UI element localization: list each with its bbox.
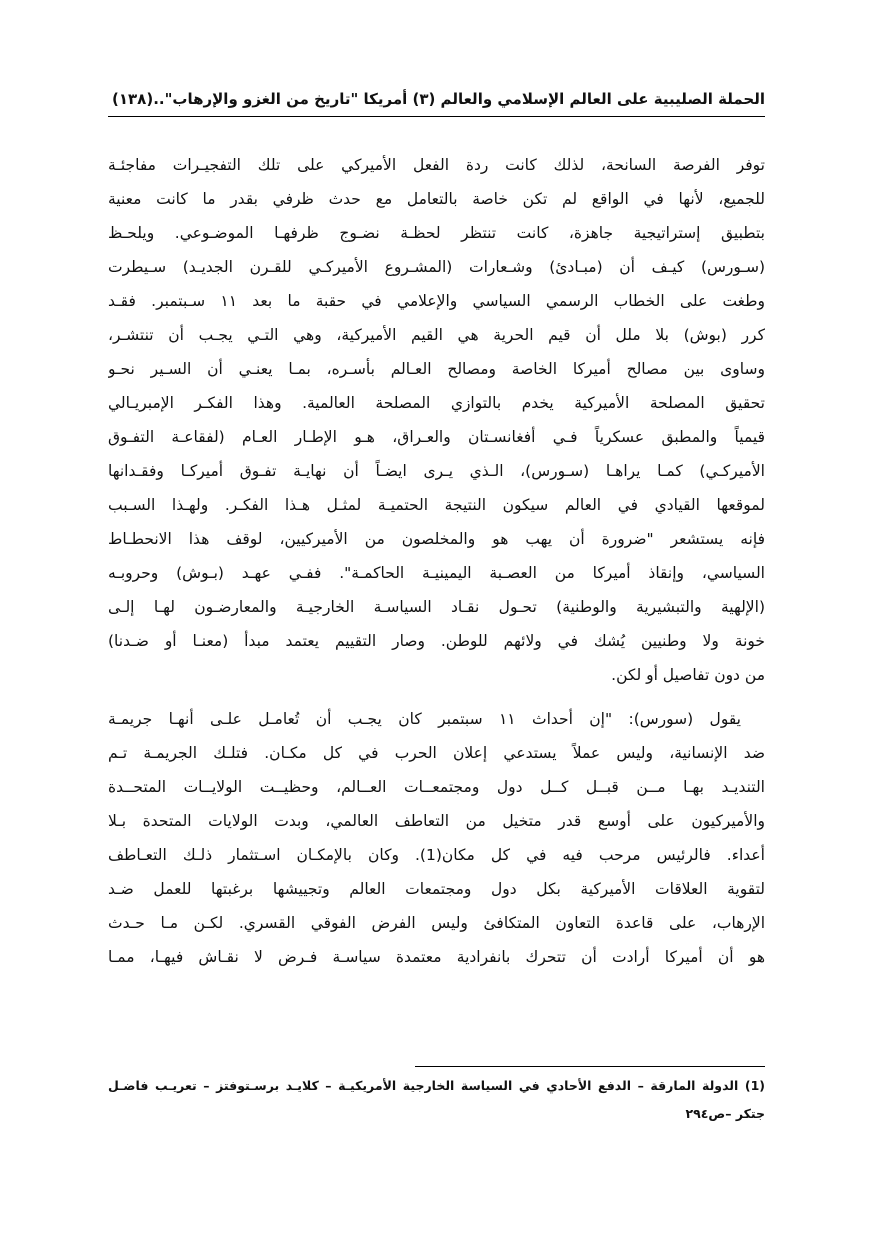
- text-line: بتطبيق إستراتيجية جاهزة، كانت تنتظر لحظـة نضـوج ظرفهـا الموضـوعي. ويلحـظ: [108, 224, 765, 242]
- text-line: توفر الفرصة السانحة، لذلك كانت ردة الفعل الأميركي على تلك التفجيـرات مفاجئـة: [108, 156, 765, 174]
- text-line: من دون تفاصيل أو لكن.: [611, 666, 765, 684]
- text-line: قيمياً والمطبق عسكرياً فـي أفغانسـتان والعـراق، هـو الإطـار العـام (لفقاعـة التفـوق: [108, 428, 765, 446]
- text-line: لتقوية العلاقات الأميركية بكل دول ومجتمعات العالم وتجييشها برغبتها للعمل ضـد: [108, 880, 765, 898]
- footnote: [108, 1072, 765, 1128]
- footnote-line: (1) الدولة المارقة – الدفع الأحادي في السياسة الخارجية الأمريكيـة – كلايـد برسـتوفتز – تعريـب فاضـل: [108, 1078, 765, 1093]
- text-line: تحقيق المصلحة الأميركية يخدم بالتوازي المصلحة العالمية. وهذا الفكـر الإمبريـالي: [108, 394, 765, 412]
- text-line: الإرهاب، على قاعدة التعاون المتكافئ وليس الفرض الفوقي القسري. لكـن مـا حـدث: [108, 914, 765, 932]
- paragraph-1: [108, 150, 765, 694]
- text-line: يقول (سورس): "إن أحداث ١١ سبتمبر كان يجـب أن تُعامـل علـى أنهـا جريمـة: [108, 710, 741, 728]
- running-header: [108, 88, 765, 117]
- text-line: الأميركـي) كمـا يراهـا (سـورس)، الـذي يـرى ايضـاً أن نهايـة تفـوق أميركـا وفقـدانها: [108, 462, 765, 480]
- paragraph-2: [108, 704, 765, 976]
- page-number: (١٣٨): [112, 90, 154, 108]
- header-title: الحملة الصليبية على العالم الإسلامي والعالم (٣) أمريكا "تاريخ من الغزو والإرهاب"..: [153, 90, 765, 108]
- text-line: (الإلهية والتبشيرية والوطنية) تحـول نقـاد السياسـة الخارجيـة والمعارضـون لهـا إلـى: [108, 598, 765, 616]
- footnote-separator: [415, 1066, 765, 1067]
- text-line: التنديـد بهـا مــن قبــل كــل دول ومجتمعــات العــالم، وحظيــت الولايــات المتحــدة: [108, 778, 765, 796]
- text-line: هو أن أميركا أرادت أن تتحرك بانفرادية معتمدة سياسـة فـرض لا نقـاش فيهـا، ممـا: [108, 948, 765, 966]
- text-line: فإنه يستشعر "ضرورة أن يهب هو والمخلصون من الأميركيين، لوقف هذا الانحطـاط: [108, 530, 765, 548]
- text-line: وساوى بين مصالح أميركا الخاصة ومصالح العـالم بأسـره، بمـا يعنـي أن السـير نحـو: [108, 360, 765, 378]
- text-line: والأميركيون على أوسع قدر متخيل من التعاطف العالمي، وبدت الولايات المتحدة بـلا: [108, 812, 765, 830]
- text-line: ضد الإنسانية، وليس عملاً يستدعي إعلان الحرب في كل مكـان. فتلـك الجريمـة تـم: [108, 744, 765, 762]
- text-line: (سـورس) كيـف أن (مبـادئ) وشـعارات (المشـروع الأميركـي للقـرن الجديـد) سـيطرت: [108, 258, 765, 276]
- text-line: وطغت على الخطاب الرسمي السياسي والإعلامي في حقبة ما بعد ١١ سـبتمبر. فقـد: [108, 292, 765, 310]
- text-line: السياسي، وإنقاذ أميركا من العصـبة اليمينيـة الحاكمـة". ففـي عهـد (بـوش) وحروبـه: [108, 564, 765, 582]
- text-line: أعداء. فالرئيس مرحب فيه في كل مكان(1). وكان بالإمكـان اسـتثمار ذلـك التعـاطف: [108, 846, 765, 864]
- text-line: كرر (بوش) بلا ملل أن قيم الحرية هي القيم الأميركية، وهي التـي يجـب أن تنتشـر،: [108, 326, 765, 344]
- body-text: [108, 150, 765, 976]
- text-line: لموقعها القيادي في العالم سيكون النتيجة الحتميـة لمثـل هـذا الفكـر. ولهـذا السـبب: [108, 496, 765, 514]
- footnote-line: جتكر –ص٢٩٤: [685, 1106, 765, 1121]
- text-line: خونة ولا وطنيين يُشك في ولائهم للوطن. وصار التقييم يعتمد مبدأ (معنـا أو ضـدنا): [108, 632, 765, 650]
- text-line: للجميع، لأنها في الواقع لم تكن خاصة بالتعامل مع حدث ظرفي بقدر ما كانت معنية: [108, 190, 765, 208]
